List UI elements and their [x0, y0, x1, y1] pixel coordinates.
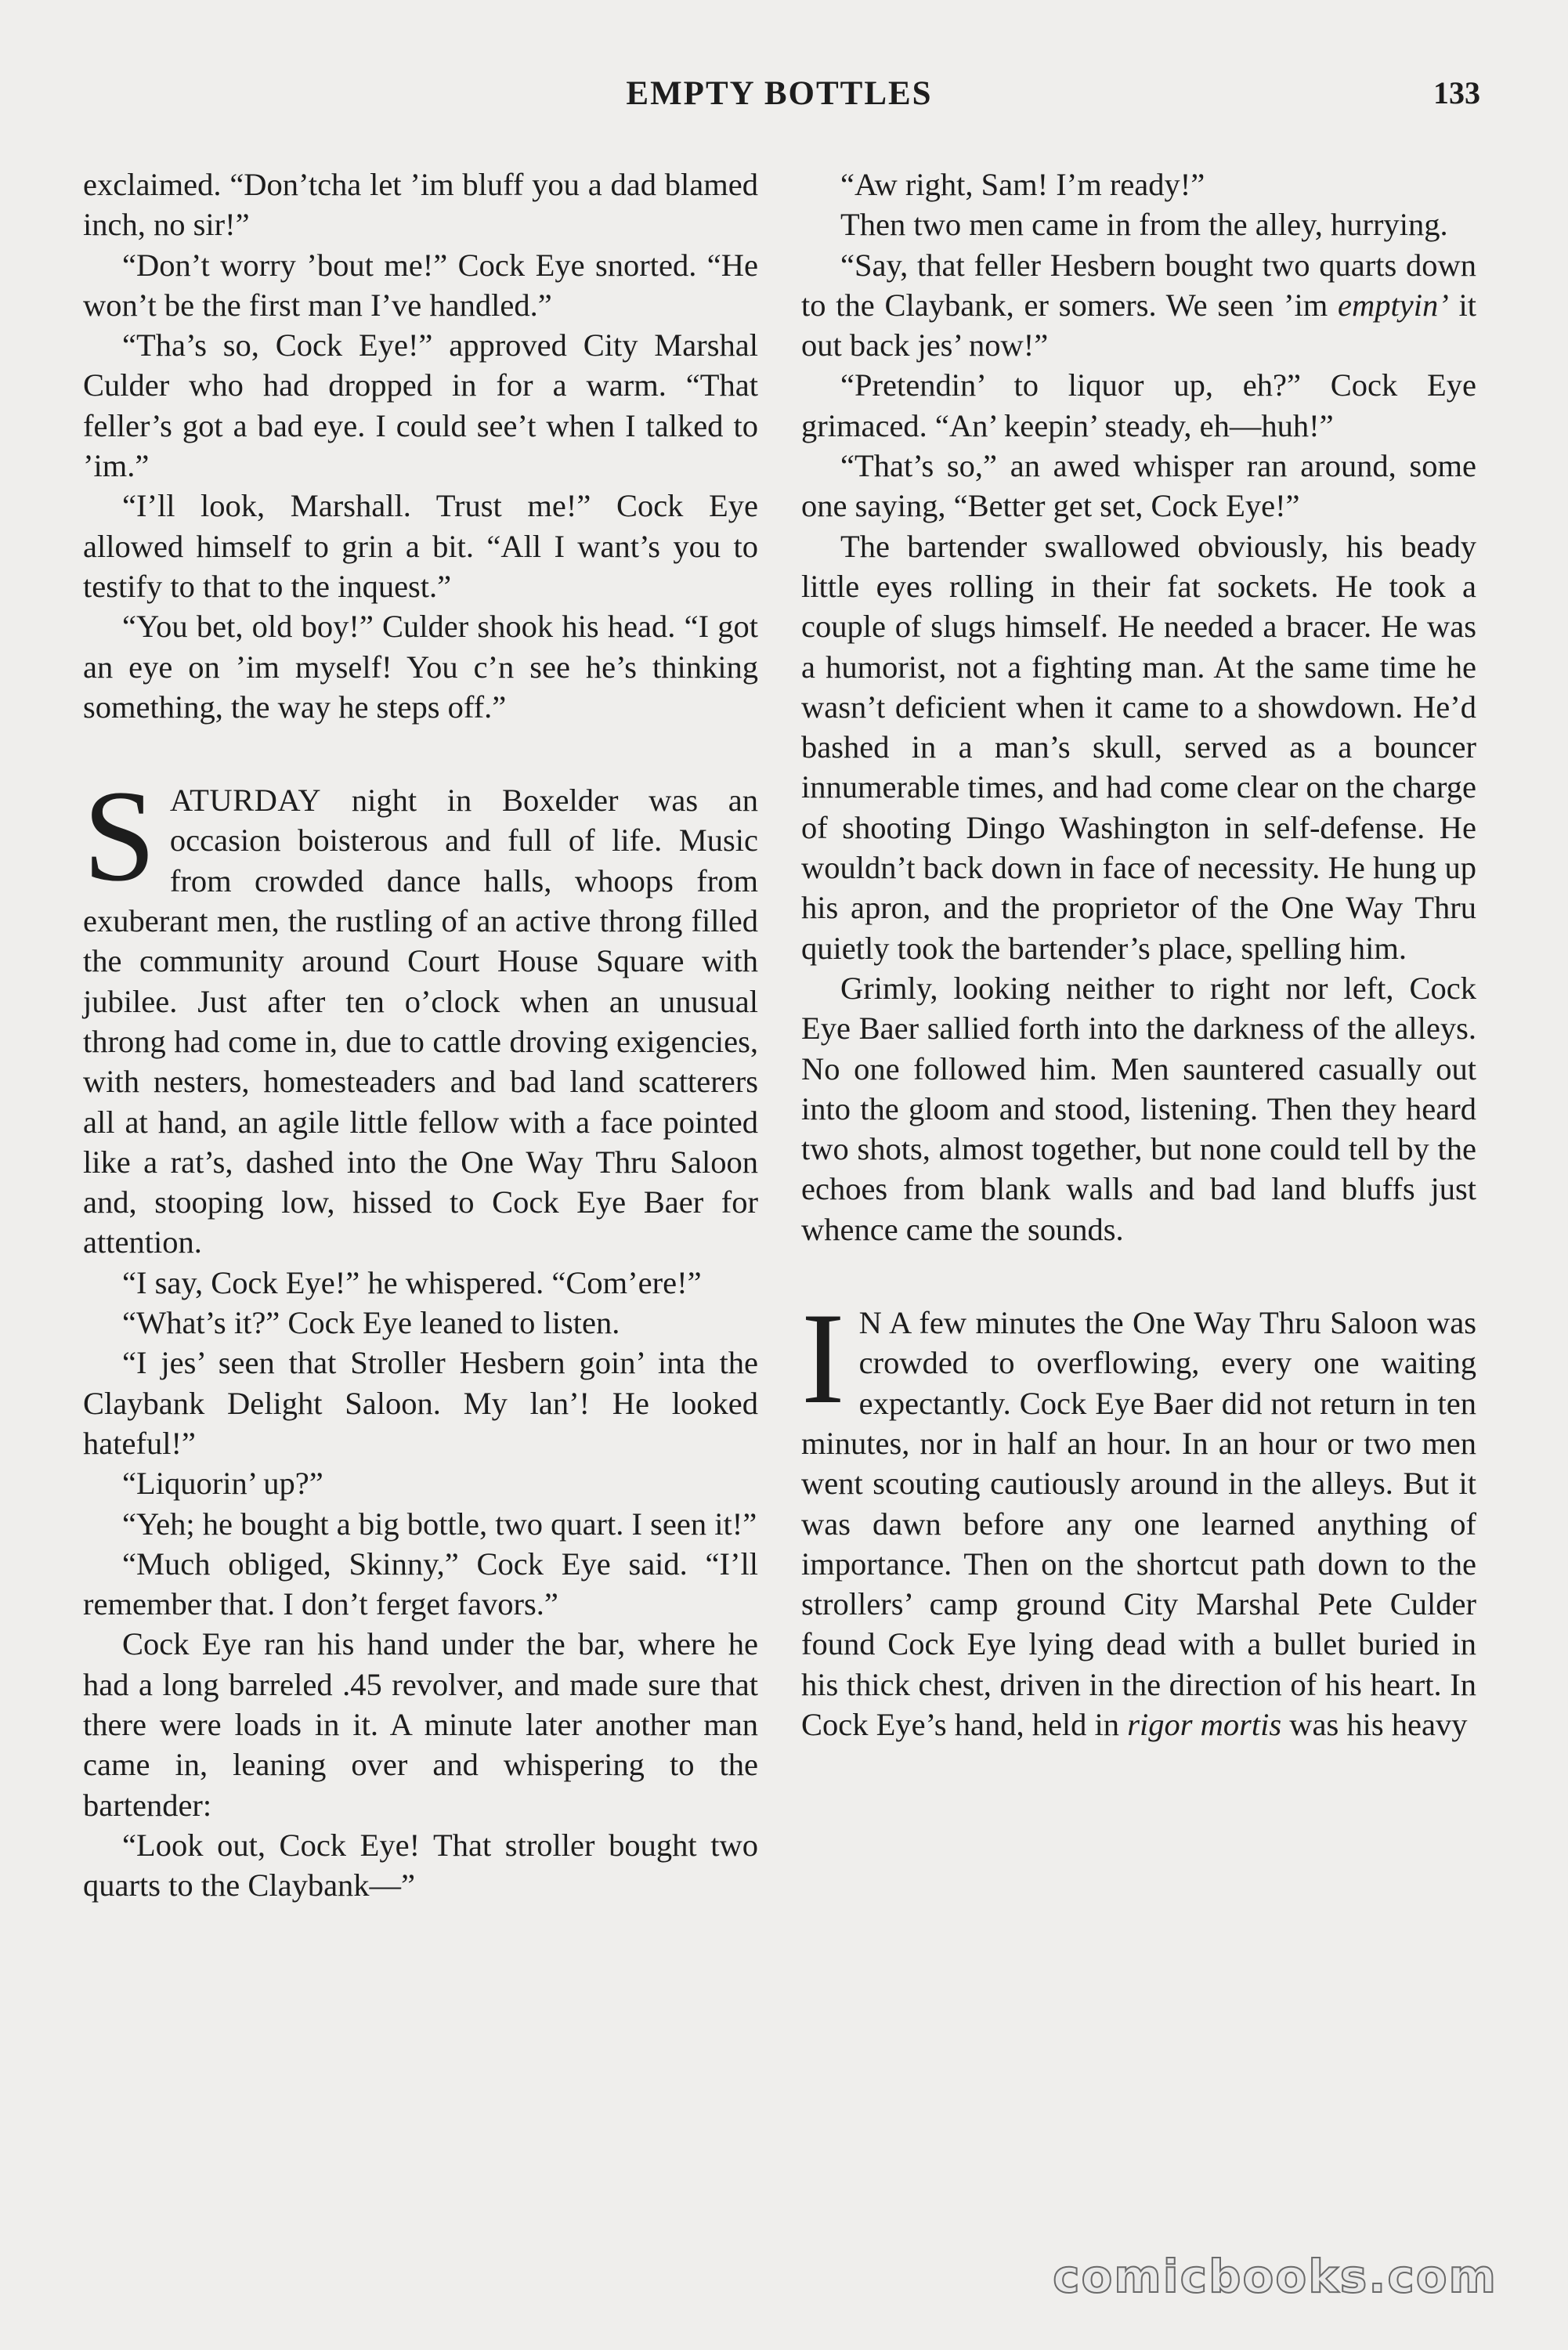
paragraph: “Look out, Cock Eye! That stroller bought two quarts to the Claybank—” [83, 1827, 758, 1904]
paragraph-text: it out back jes’ now!” [801, 287, 1476, 363]
lead-in-text: N A few minutes the One Way Thru Saloon was crowded to overflowing, every one waiting expectantly. [858, 1305, 1476, 1421]
paragraph-text: “Say, that feller Hesbern bought two quarts down to the Claybank, er somers. We seen ’im [801, 247, 1476, 323]
paragraph: “Tha’s so, Cock Eye!” approved City Marshal Culder who had dropped in for a warm. “That feller’s got a bad eye. I could see’t when I talked to ’im.” [83, 327, 758, 484]
paragraph: Grimly, looking neither to right nor left, Cock Eye Baer sallied forth into the darkness of the alleys. No one followed him. Men sauntered casually out into the gloom and stood, listening. Then they heard two shots, almost together, but none could tell by the echoes from blank walls and bad land bluffs just whence came the sounds. [801, 970, 1476, 1247]
paragraph: Cock Eye ran his hand under the bar, where he had a long barreled .45 revolver, and made sure that there were loads in it. A minute later another man came in, leaning over and whispering to the bartender: [83, 1626, 758, 1823]
paragraph: “Yeh; he bought a big bottle, two quart. I seen it!” [122, 1506, 757, 1542]
left-column [83, 164, 758, 1905]
emphasis-text: rigor mortis [1127, 1706, 1282, 1742]
paragraph: “Don’t worry ’bout me!” Cock Eye snorted. “He won’t be the first man I’ve handled.” [83, 247, 758, 323]
paragraph: “Liquorin’ up?” [122, 1466, 323, 1502]
drop-cap: S [83, 764, 156, 909]
paragraph: Then two men came in from the alley, hurrying. [840, 207, 1448, 243]
paragraph: “That’s so,” an awed whisper ran around, some one saying, “Better get set, Cock Eye!” [801, 448, 1476, 524]
running-title: EMPTY BOTTLES [626, 75, 933, 112]
emphasis-text: emptyin’ [1338, 287, 1449, 323]
section-opening-paragraph [83, 764, 758, 1263]
paragraph: “I’ll look, Marshall. Trust me!” Cock Eye allowed himself to grin a bit. “All I want’s you to testify to that to the inquest.” [83, 488, 758, 604]
section-opening-paragraph [801, 1286, 1476, 1744]
paragraph-text: was his heavy [1281, 1706, 1468, 1742]
paragraph: “Much obliged, Skinny,” Cock Eye said. “I’ll remember that. I don’t ferget favors.” [83, 1546, 758, 1622]
paragraph-text: Cock Eye Baer did not return in ten minutes, nor in half an hour. In an hour or two men went scouting cautiously around in the alleys. But it was dawn before any one learned anything of importance. Then on the shortcut path down to the strollers’ camp ground City Marshal Pete Culder found Cock Eye lying dead with a bullet buried in his thick chest, driven in the direction of his heart. In Cock Eye’s hand, held in [801, 1385, 1476, 1742]
paragraph: “I say, Cock Eye!” he whispered. “Com’ere!” [122, 1264, 702, 1300]
page-header [78, 74, 1480, 121]
watermark: comicbooks.com [1053, 2250, 1498, 2303]
paragraph: “What’s it?” Cock Eye leaned to listen. [122, 1305, 620, 1341]
paragraph: The bartender swallowed obviously, his beady little eyes rolling in their fat sockets. He took a couple of slugs himself. He needed a bracer. He was a humorist, not a fighting man. At the same time he wasn’t deficient when it came to a showdown. He’d bashed in a man’s skull, served as a bouncer innumerable times, and had come clear on the charge of shooting Dingo Washington in self-defense. He wouldn’t back down in face of necessity. He hung up his apron, and the proprietor of the One Way Thru quietly took the bartender’s place, spelling him. [801, 528, 1476, 966]
page-number: 133 [1433, 75, 1480, 110]
paragraph [801, 245, 1476, 366]
paragraph: “Pretendin’ to liquor up, eh?” Cock Eye grimaced. “An’ keepin’ steady, eh—huh!” [801, 367, 1476, 443]
right-column [801, 164, 1476, 1744]
paragraph: “Aw right, Sam! I’m ready!” [840, 167, 1205, 202]
paragraph: exclaimed. “Don’tcha let ’im bluff you a dad blamed inch, no sir!” [83, 167, 758, 243]
paragraph-text: night in Boxelder was an occasion boisterous and full of life. Music from crowded dance halls, whoops from exuberant men, the rustling of an active throng filled the community around Court House Square with jubilee. Just after ten o’clock when an unusual throng had come in, due to cattle droving exigencies, with nesters, homesteaders and bad land scatterers all at hand, an agile little fellow with a face pointed like a rat’s, dashed into the One Way Thru Saloon and, stooping low, hissed to Cock Eye Baer for attention. [83, 783, 758, 1260]
paragraph: “I jes’ seen that Stroller Hesbern goin’ inta the Claybank Delight Saloon. My lan’! He looked hateful!” [83, 1345, 758, 1461]
drop-cap: I [801, 1286, 845, 1432]
lead-in-text: ATURDAY [169, 783, 322, 819]
paragraph: “You bet, old boy!” Culder shook his head. “I got an eye on ’im myself! You c’n see he’s thinking something, the way he steps off.” [83, 609, 758, 725]
